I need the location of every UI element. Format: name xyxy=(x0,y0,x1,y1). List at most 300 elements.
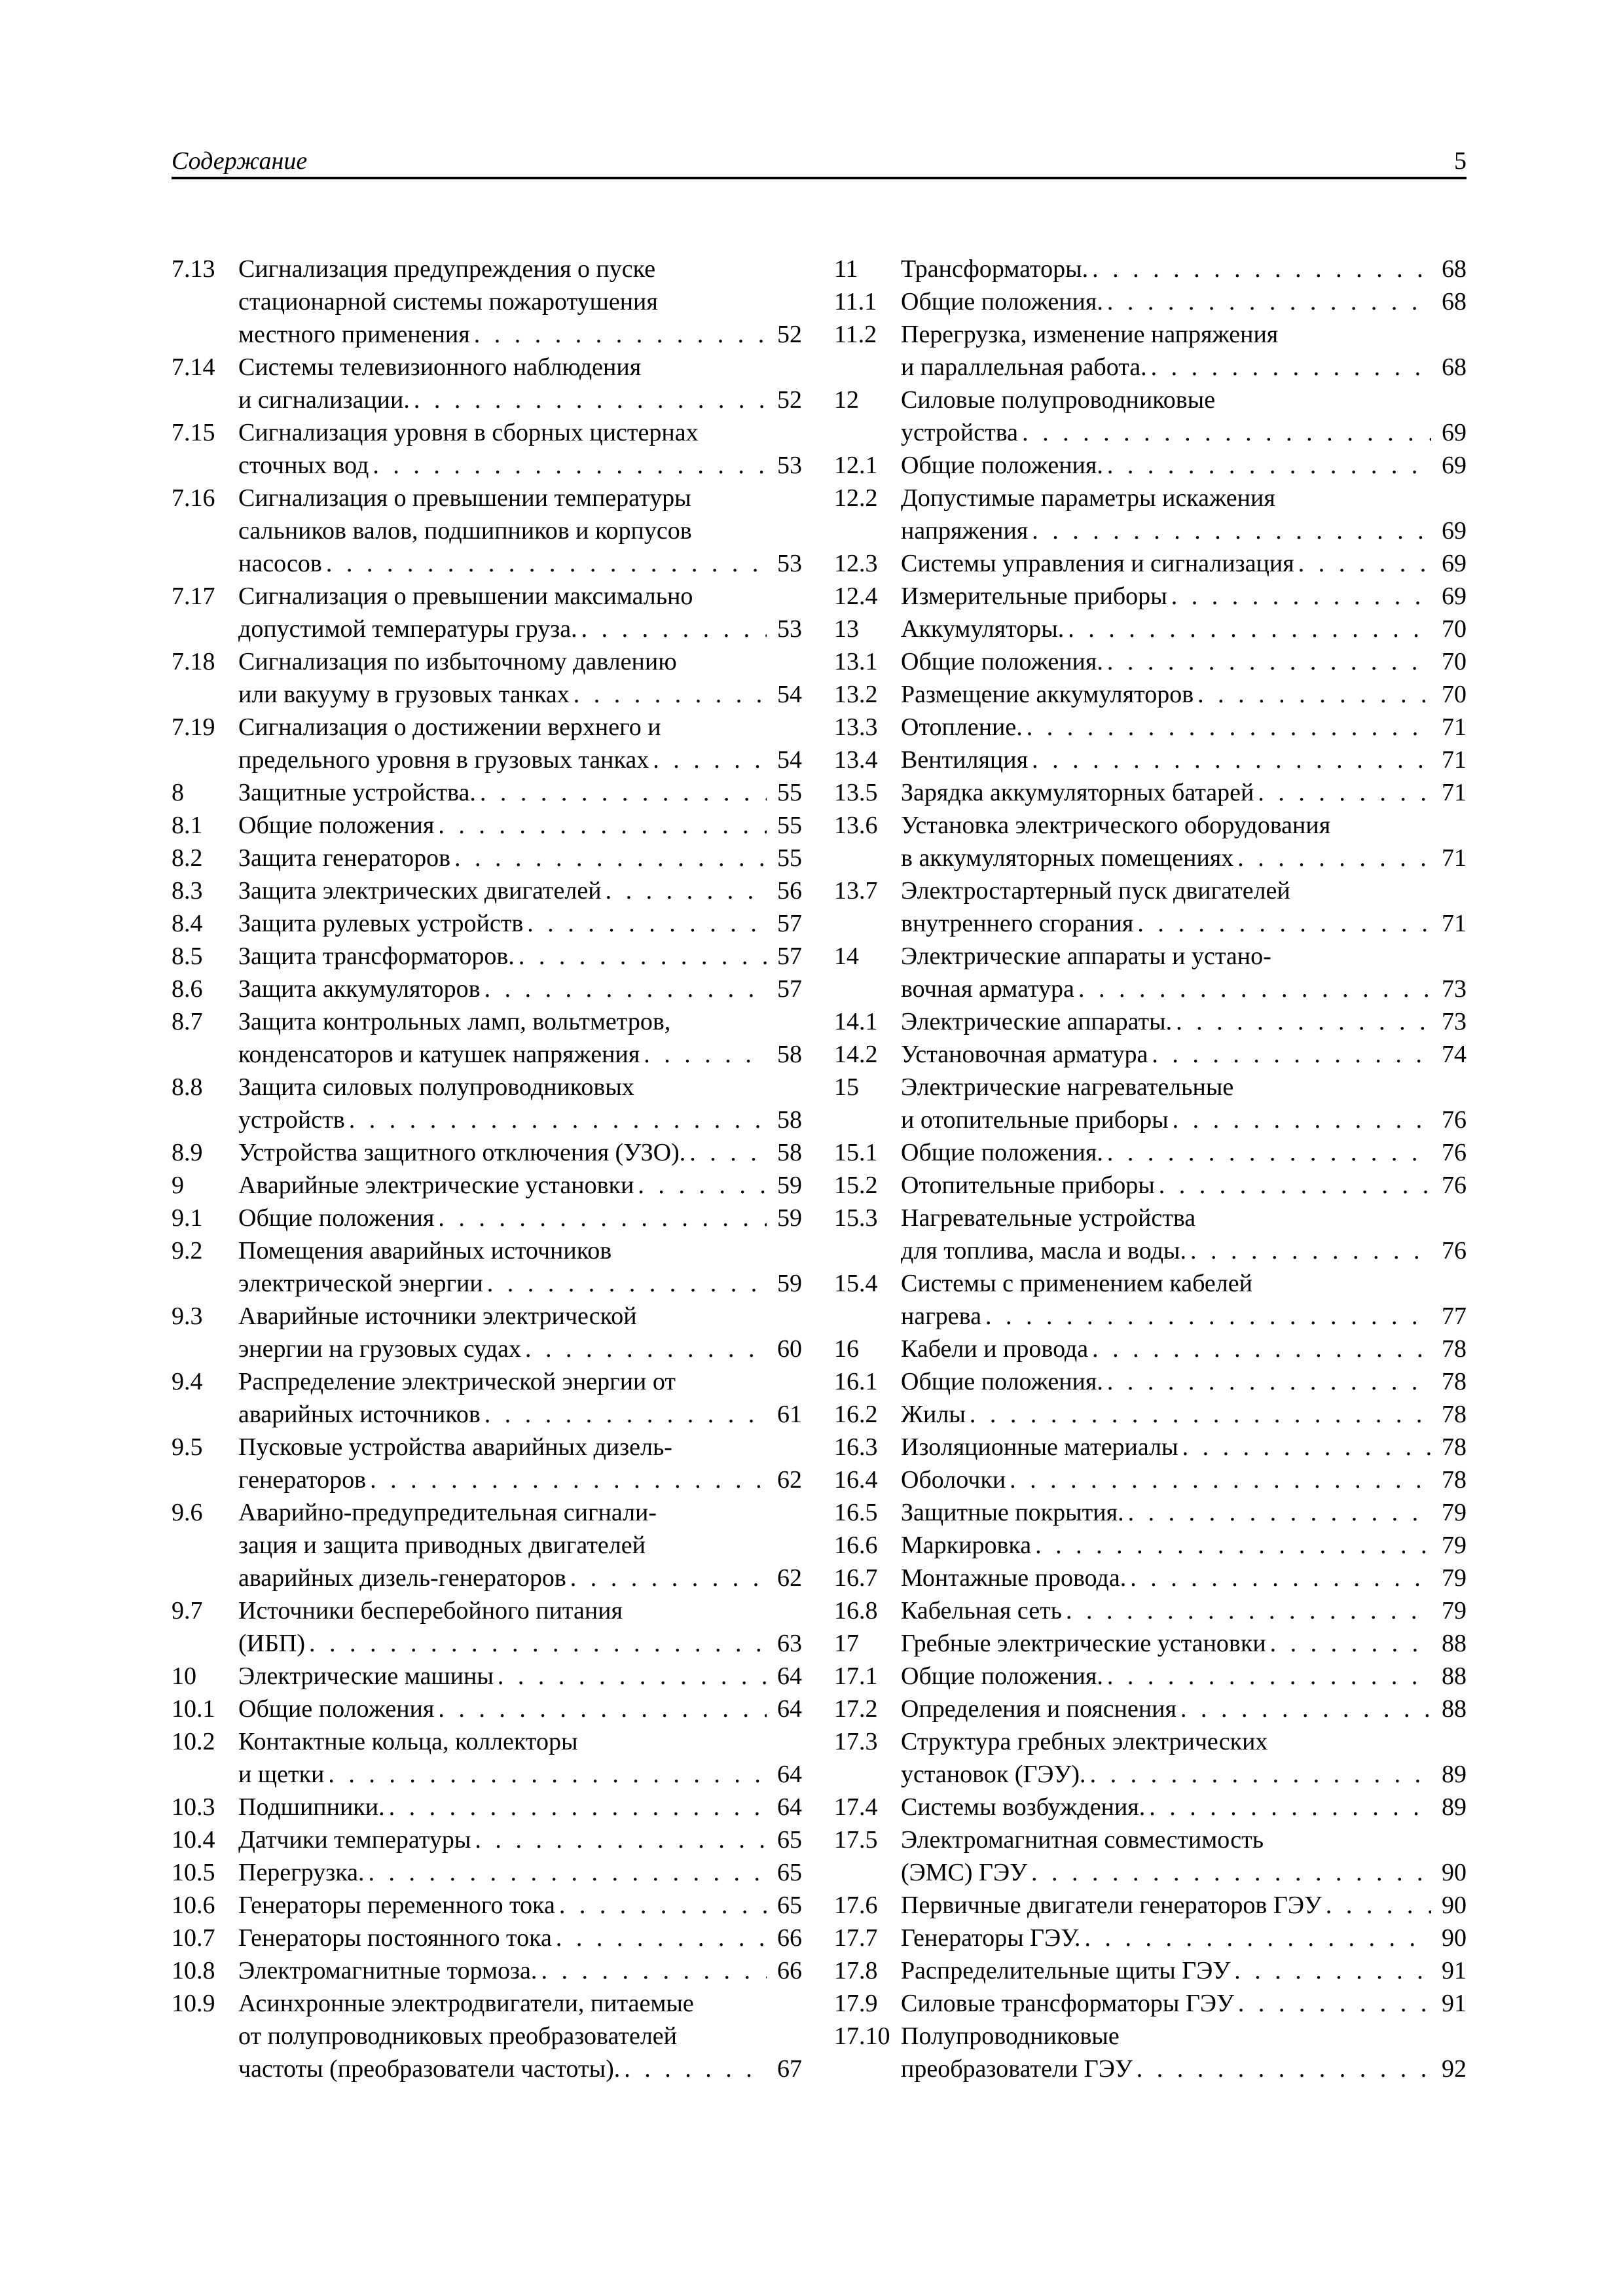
leader-dots xyxy=(525,1333,767,1365)
toc-entry-title: Пусковые устройства аварийных дизель- xyxy=(238,1433,672,1461)
toc-line xyxy=(172,1267,802,1300)
toc-entry-number: 8.1 xyxy=(172,812,203,839)
toc-entry-number: 16.4 xyxy=(834,1466,878,1494)
toc-line xyxy=(834,1562,1467,1594)
toc-entry-title: Общие положения. xyxy=(901,1368,1103,1395)
toc-line xyxy=(172,613,802,645)
toc-entry xyxy=(834,1071,1467,1136)
toc-text-wrap xyxy=(901,1660,1467,1693)
toc-line xyxy=(834,514,1467,547)
toc-entry xyxy=(834,1627,1467,1660)
toc-text-wrap xyxy=(238,1922,802,1954)
toc-entry xyxy=(172,351,802,416)
leader-dots xyxy=(581,613,767,645)
toc-entry-title: допустимой температуры груза. xyxy=(238,615,577,643)
toc-entry-title: вочная арматура xyxy=(901,975,1074,1003)
toc-entry-number: 17.1 xyxy=(834,1662,878,1690)
toc-line xyxy=(834,1954,1467,1987)
toc-entry-title: Датчики температуры xyxy=(238,1826,471,1854)
toc-page-number: 90 xyxy=(1442,1924,1467,1952)
toc-entry-title: от полупроводниковых преобразователей xyxy=(238,2022,677,2050)
leader-dots xyxy=(349,1103,767,1136)
running-title: Содержание xyxy=(172,147,308,175)
toc-page-number: 62 xyxy=(777,1564,802,1592)
toc-right-column xyxy=(834,253,1467,2085)
toc-text-wrap xyxy=(901,1954,1467,1987)
toc-text-wrap xyxy=(238,1791,802,1823)
toc-entry-number: 8 xyxy=(172,779,184,806)
toc-entry-number: 17.7 xyxy=(834,1924,878,1952)
leader-dots xyxy=(484,973,767,1005)
toc-page-number: 63 xyxy=(777,1630,802,1657)
toc-entry-title: в аккумуляторных помещениях xyxy=(901,844,1234,872)
toc-page-number: 91 xyxy=(1442,1990,1467,2017)
toc-entry xyxy=(834,613,1467,645)
toc-entry-title: Общие положения xyxy=(238,812,435,839)
leader-dots xyxy=(438,1202,767,1234)
toc-entry-title: Вентиляция xyxy=(901,746,1029,774)
toc-entry-number: 13.2 xyxy=(834,681,878,708)
toc-line xyxy=(834,580,1467,613)
toc-page-number: 79 xyxy=(1442,1532,1467,1559)
leader-dots xyxy=(653,744,767,776)
toc-text-wrap xyxy=(901,842,1467,874)
toc-line xyxy=(172,1725,802,1758)
toc-page-number: 69 xyxy=(1442,419,1467,446)
toc-text-wrap xyxy=(901,547,1467,580)
toc-text-wrap xyxy=(901,449,1467,482)
toc-entry-title: Сигнализация о превышении температуры xyxy=(238,484,691,512)
toc-text-wrap xyxy=(901,1267,1467,1300)
toc-text-wrap xyxy=(901,1071,1467,1103)
leader-dots xyxy=(1066,1594,1431,1627)
toc-text-wrap xyxy=(238,384,802,416)
toc-entry-title: Источники бесперебойного питания xyxy=(238,1597,623,1624)
toc-entry-title: или вакууму в грузовых танках xyxy=(238,681,570,708)
toc-line xyxy=(834,711,1467,744)
toc-line xyxy=(172,416,802,449)
toc-entry xyxy=(172,1823,802,1856)
toc-line xyxy=(172,1562,802,1594)
toc-entry-title: установок (ГЭУ). xyxy=(901,1761,1086,1788)
leader-dots xyxy=(1152,1038,1431,1071)
toc-text-wrap xyxy=(238,1987,802,2020)
toc-line xyxy=(834,1267,1467,1300)
toc-entry-title: сточных вод xyxy=(238,452,369,479)
toc-left-column xyxy=(172,253,802,2085)
toc-page-number: 53 xyxy=(777,615,802,643)
toc-line xyxy=(172,1529,802,1562)
toc-entry xyxy=(834,940,1467,1005)
toc-page-number: 52 xyxy=(777,386,802,414)
toc-line xyxy=(834,678,1467,711)
toc-entry-number: 10.5 xyxy=(172,1859,215,1886)
toc-line xyxy=(172,351,802,384)
toc-entry xyxy=(834,285,1467,318)
toc-entry-title: Кабели и провода xyxy=(901,1335,1089,1363)
toc-entry-number: 15.4 xyxy=(834,1270,878,1297)
toc-entry-title: стационарной системы пожаротушения xyxy=(238,288,658,315)
toc-entry-number: 17.10 xyxy=(834,2022,890,2050)
toc-line xyxy=(834,973,1467,1005)
toc-entry-number: 9.2 xyxy=(172,1237,203,1265)
toc-line xyxy=(834,482,1467,514)
toc-page-number: 73 xyxy=(1442,1008,1467,1035)
toc-line xyxy=(834,1136,1467,1169)
toc-entry-title: Защита электрических двигателей xyxy=(238,877,602,905)
leader-dots xyxy=(556,1922,767,1954)
toc-text-wrap xyxy=(238,711,802,744)
toc-entry xyxy=(172,1071,802,1136)
toc-entry xyxy=(172,1496,802,1594)
toc-entry-title: устройства xyxy=(901,419,1019,446)
toc-line xyxy=(172,1038,802,1071)
toc-entry-title: Гребные электрические установки xyxy=(901,1630,1266,1657)
toc-entry xyxy=(834,678,1467,711)
toc-entry-number: 9.7 xyxy=(172,1597,203,1624)
toc-entry-title: Изоляционные материалы xyxy=(901,1433,1178,1461)
toc-line xyxy=(834,2020,1467,2053)
toc-entry-number: 13.5 xyxy=(834,779,878,806)
toc-text-wrap xyxy=(238,1038,802,1071)
toc-entry-number: 17.6 xyxy=(834,1892,878,1919)
toc-entry-title: Генераторы постоянного тока xyxy=(238,1924,552,1952)
toc-entry-title: (ЭМС) ГЭУ xyxy=(901,1859,1027,1886)
toc-entry-number: 10.9 xyxy=(172,1990,215,2017)
leader-dots xyxy=(1258,776,1431,809)
toc-entry xyxy=(172,1922,802,1954)
toc-entry-number: 8.7 xyxy=(172,1008,203,1035)
toc-entry-title: Допустимые параметры искажения xyxy=(901,484,1275,512)
leader-dots xyxy=(498,1660,767,1693)
toc-line xyxy=(834,744,1467,776)
toc-entry-title: Общие положения. xyxy=(901,1662,1103,1690)
toc-text-wrap xyxy=(238,1136,802,1169)
toc-entry-title: Подшипники. xyxy=(238,1793,385,1821)
toc-line xyxy=(834,1791,1467,1823)
leader-dots xyxy=(309,1627,767,1660)
leader-dots xyxy=(1197,678,1431,711)
toc-line xyxy=(834,874,1467,907)
toc-text-wrap xyxy=(901,253,1467,285)
toc-line xyxy=(172,1398,802,1431)
toc-entry xyxy=(172,1660,802,1693)
toc-entry xyxy=(834,1431,1467,1463)
toc-line xyxy=(834,2053,1467,2085)
toc-entry xyxy=(172,1889,802,1922)
toc-text-wrap xyxy=(901,1398,1467,1431)
toc-entry xyxy=(834,1463,1467,1496)
leader-dots xyxy=(438,809,767,842)
leader-dots xyxy=(1107,1660,1431,1693)
toc-entry-number: 12.3 xyxy=(834,550,878,577)
toc-text-wrap xyxy=(238,449,802,482)
toc-text-wrap xyxy=(901,1431,1467,1463)
toc-text-wrap xyxy=(238,1300,802,1333)
toc-entry-number: 9.4 xyxy=(172,1368,203,1395)
toc-entry xyxy=(172,1136,802,1169)
toc-text-wrap xyxy=(901,1300,1467,1333)
toc-line xyxy=(172,318,802,351)
toc-entry-title: Сигнализация о превышении максимально xyxy=(238,583,693,610)
toc-line xyxy=(172,384,802,416)
toc-entry-number: 7.17 xyxy=(172,583,215,610)
toc-text-wrap xyxy=(901,2053,1467,2085)
toc-text-wrap xyxy=(238,2053,802,2085)
toc-entry-number: 17.9 xyxy=(834,1990,878,2017)
toc-text-wrap xyxy=(238,842,802,874)
toc-line xyxy=(834,1496,1467,1529)
toc-text-wrap xyxy=(901,514,1467,547)
toc-text-wrap xyxy=(238,2020,802,2053)
toc-entry-number: 10.8 xyxy=(172,1957,215,1984)
toc-entry-number: 16.5 xyxy=(834,1499,878,1526)
leader-dots xyxy=(1149,1791,1431,1823)
toc-line xyxy=(834,907,1467,940)
leader-dots xyxy=(475,1823,767,1856)
toc-entry-number: 9.6 xyxy=(172,1499,203,1526)
toc-page-number: 67 xyxy=(777,2055,802,2083)
toc-page-number: 68 xyxy=(1442,288,1467,315)
leader-dots xyxy=(1237,842,1431,874)
toc-entry-number: 9.3 xyxy=(172,1302,203,1330)
toc-entry xyxy=(834,809,1467,874)
leader-dots xyxy=(1032,744,1431,776)
leader-dots xyxy=(1107,449,1431,482)
toc-text-wrap xyxy=(901,1103,1467,1136)
toc-text-wrap xyxy=(238,285,802,318)
toc-entry-title: для топлива, масла и воды. xyxy=(901,1237,1186,1265)
toc-line xyxy=(172,678,802,711)
toc-page-number: 78 xyxy=(1442,1433,1467,1461)
toc-text-wrap xyxy=(901,1758,1467,1791)
toc-page-number: 59 xyxy=(777,1172,802,1199)
toc-page-number: 73 xyxy=(1442,975,1467,1003)
toc-page-number: 66 xyxy=(777,1957,802,1984)
toc-entry-title: Системы телевизионного наблюдения xyxy=(238,353,642,381)
toc-entry xyxy=(172,1005,802,1071)
toc-entry-title: Защита контрольных ламп, вольтметров, xyxy=(238,1008,671,1035)
toc-text-wrap xyxy=(901,776,1467,809)
toc-entry-title: Нагревательные устройства xyxy=(901,1204,1196,1232)
toc-line xyxy=(172,711,802,744)
toc-entry-title: Маркировка xyxy=(901,1532,1032,1559)
toc-page-number: 88 xyxy=(1442,1630,1467,1657)
toc-entry xyxy=(834,776,1467,809)
toc-page-number: 68 xyxy=(1442,255,1467,283)
toc-line xyxy=(172,449,802,482)
toc-entry-title: Электрические аппараты. xyxy=(901,1008,1173,1035)
toc-entry xyxy=(834,1954,1467,1987)
toc-entry-title: Общие положения xyxy=(238,1695,435,1723)
toc-line xyxy=(834,809,1467,842)
toc-line xyxy=(834,1005,1467,1038)
toc-line xyxy=(834,1987,1467,2020)
leader-dots xyxy=(1031,1856,1431,1889)
toc-entry xyxy=(172,1856,802,1889)
leader-dots xyxy=(1176,1005,1431,1038)
leader-dots xyxy=(1130,1562,1431,1594)
leader-dots xyxy=(606,874,767,907)
toc-entry-number: 12 xyxy=(834,386,859,414)
toc-entry-number: 16.8 xyxy=(834,1597,878,1624)
toc-page-number: 57 xyxy=(777,942,802,970)
toc-entry xyxy=(172,874,802,907)
leader-dots xyxy=(1035,1529,1431,1562)
toc-line xyxy=(172,1136,802,1169)
toc-entry-title: предельного уровня в грузовых танках xyxy=(238,746,649,774)
toc-page-number: 55 xyxy=(777,812,802,839)
toc-page-number: 79 xyxy=(1442,1564,1467,1592)
toc-line xyxy=(172,1071,802,1103)
toc-text-wrap xyxy=(901,318,1467,351)
toc-text-wrap xyxy=(238,1954,802,1987)
toc-text-wrap xyxy=(901,1496,1467,1529)
toc-text-wrap xyxy=(901,2020,1467,2053)
toc-entry-title: Отопительные приборы xyxy=(901,1172,1155,1199)
toc-entry-number: 17 xyxy=(834,1630,859,1657)
toc-entry xyxy=(834,1660,1467,1693)
toc-entry-number: 10.1 xyxy=(172,1695,215,1723)
toc-entry-number: 9.1 xyxy=(172,1204,203,1232)
toc-entry-number: 11 xyxy=(834,255,858,283)
toc-entry-title: электрической энергии xyxy=(238,1270,483,1297)
toc-entry xyxy=(172,842,802,874)
toc-text-wrap xyxy=(238,973,802,1005)
toc-entry-number: 13.3 xyxy=(834,713,878,741)
toc-entry-number: 16 xyxy=(834,1335,859,1363)
toc-line xyxy=(834,1202,1467,1234)
leader-dots xyxy=(1128,1496,1431,1529)
toc-entry-title: и отопительные приборы xyxy=(901,1106,1169,1134)
toc-entry xyxy=(834,1169,1467,1202)
toc-line xyxy=(834,1071,1467,1103)
toc-text-wrap xyxy=(901,1987,1467,2020)
toc-page-number: 56 xyxy=(777,877,802,905)
toc-page-number: 71 xyxy=(1442,779,1467,806)
toc-text-wrap xyxy=(238,1562,802,1594)
leader-dots xyxy=(1173,1103,1431,1136)
toc-text-wrap xyxy=(901,1234,1467,1267)
toc-entry-number: 7.14 xyxy=(172,353,215,381)
toc-entry xyxy=(834,1005,1467,1038)
toc-entry-title: Асинхронные электродвигатели, питаемые xyxy=(238,1990,694,2017)
toc-line xyxy=(172,1463,802,1496)
toc-text-wrap xyxy=(238,1202,802,1234)
toc-entry-number: 9 xyxy=(172,1172,184,1199)
toc-text-wrap xyxy=(901,1856,1467,1889)
toc-line xyxy=(834,416,1467,449)
toc-entry-title: Установочная арматура xyxy=(901,1041,1148,1068)
toc-entry-title: аварийных источников xyxy=(238,1401,481,1428)
leader-dots xyxy=(1092,253,1431,285)
toc-entry xyxy=(172,1594,802,1660)
toc-entry-title: Аварийные источники электрической xyxy=(238,1302,637,1330)
toc-line xyxy=(172,776,802,809)
toc-page-number: 55 xyxy=(777,779,802,806)
toc-text-wrap xyxy=(901,1169,1467,1202)
toc-entry xyxy=(172,1693,802,1725)
toc-entry xyxy=(834,1562,1467,1594)
leader-dots xyxy=(487,1267,767,1300)
leader-dots xyxy=(1032,514,1431,547)
toc-entry-title: устройств xyxy=(238,1106,345,1134)
toc-entry-title: Жилы xyxy=(901,1401,966,1428)
toc-line xyxy=(834,1856,1467,1889)
toc-entry xyxy=(834,318,1467,384)
toc-entry xyxy=(172,1791,802,1823)
toc-line xyxy=(834,940,1467,973)
toc-text-wrap xyxy=(238,547,802,580)
toc-entry xyxy=(172,482,802,580)
toc-page-number: 90 xyxy=(1442,1859,1467,1886)
toc-entry-title: Трансформаторы. xyxy=(901,255,1089,283)
toc-text-wrap xyxy=(238,1758,802,1791)
toc-entry-title: Общие положения. xyxy=(901,288,1103,315)
toc-entry-number: 17.2 xyxy=(834,1695,878,1723)
toc-page-number: 60 xyxy=(777,1335,802,1363)
leader-dots xyxy=(454,842,767,874)
toc-entry xyxy=(834,580,1467,613)
toc-text-wrap xyxy=(238,416,802,449)
toc-line xyxy=(172,1889,802,1922)
toc-text-wrap xyxy=(901,1038,1467,1071)
toc-page-number: 53 xyxy=(777,452,802,479)
leader-dots xyxy=(1084,1922,1431,1954)
toc-entry-title: Общие положения. xyxy=(901,648,1103,675)
toc-entry-title: Защита рулевых устройств xyxy=(238,910,524,937)
toc-text-wrap xyxy=(238,1267,802,1300)
toc-line xyxy=(172,1005,802,1038)
toc-line xyxy=(834,776,1467,809)
toc-entry-title: и параллельная работа. xyxy=(901,353,1147,381)
toc-text-wrap xyxy=(901,285,1467,318)
toc-line xyxy=(834,1169,1467,1202)
leader-dots xyxy=(1238,1987,1431,2020)
toc-entry xyxy=(834,1496,1467,1529)
leader-dots xyxy=(1068,613,1431,645)
toc-entry-title: Электромагнитная совместимость xyxy=(901,1826,1264,1854)
toc-entry xyxy=(834,482,1467,547)
toc-page-number: 65 xyxy=(777,1859,802,1886)
toc-entry-number: 13.4 xyxy=(834,746,878,774)
toc-text-wrap xyxy=(901,1529,1467,1562)
toc-text-wrap xyxy=(238,1725,802,1758)
toc-entry-number: 10.4 xyxy=(172,1826,215,1854)
toc-entry-title: Общие положения. xyxy=(901,452,1103,479)
toc-text-wrap xyxy=(238,318,802,351)
toc-line xyxy=(172,2020,802,2053)
toc-text-wrap xyxy=(901,973,1467,1005)
toc-entry-title: Защитные устройства. xyxy=(238,779,476,806)
toc-line xyxy=(172,1954,802,1987)
toc-line xyxy=(834,1398,1467,1431)
toc-line xyxy=(172,744,802,776)
toc-entry-title: Аварийные электрические установки xyxy=(238,1172,634,1199)
toc-page-number: 76 xyxy=(1442,1139,1467,1166)
leader-dots xyxy=(1107,645,1431,678)
toc-entry-title: нагрева xyxy=(901,1302,981,1330)
toc-entry-title: Общие положения xyxy=(238,1204,435,1232)
leader-dots xyxy=(985,1300,1431,1333)
toc-text-wrap xyxy=(901,384,1467,416)
toc-entry xyxy=(834,449,1467,482)
toc-entry-number: 8.3 xyxy=(172,877,203,905)
leader-dots xyxy=(373,449,767,482)
toc-entry-title: Отопление. xyxy=(901,713,1023,741)
toc-page-number: 91 xyxy=(1442,1957,1467,1984)
leader-dots xyxy=(1092,1333,1431,1365)
